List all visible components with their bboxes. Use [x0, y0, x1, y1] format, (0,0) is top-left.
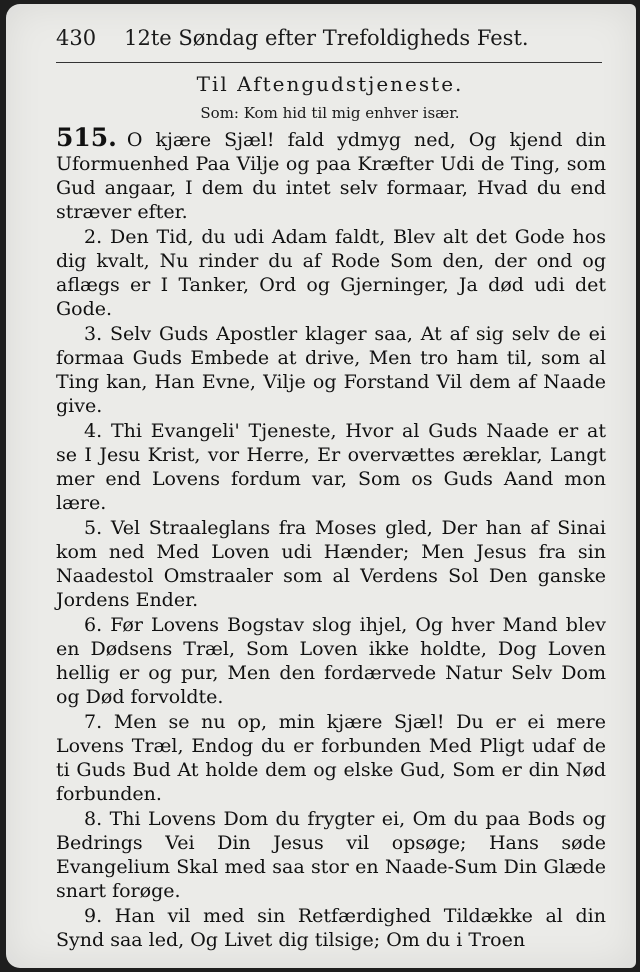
verse-number: 4.: [84, 420, 103, 442]
stanza-8: [56, 807, 606, 903]
stanza-text: Selv Guds Apostler klager saa, At af sig selv de ei formaa Guds Embede at drive, Men tro ham til, som al Ting kan, Han Evne, Vilje og Forstand Vil dem af Naade give.: [56, 323, 606, 417]
stanza-text: Thi Lovens Dom du frygter ei, Om du paa Bods og Bedrings Vei Din Jesus vil opsøge; Hans søde Evangelium Skal med saa stor en Naade-Sum Din Glæde snart forøge.: [56, 808, 606, 902]
stanza-1: [56, 123, 606, 224]
verse-number: 8.: [84, 808, 103, 830]
stanza-4: [56, 419, 606, 515]
stanza-9: [56, 904, 606, 952]
stanza-7: [56, 710, 606, 806]
stanza-text: O kjære Sjæl! fald ydmyg ned, Og kjend din Uformuenhed Paa Vilje og paa Kræfter Udi de Ting, som Gud angaar, I dem du intet selv formaar, Hvad du end stræver efter.: [56, 129, 606, 223]
book-page: [6, 4, 636, 968]
stanza-text: Thi Evangeli' Tjeneste, Hvor al Guds Naade er at se I Jesu Krist, vor Herre, Er overvættes æreklar, Langt mer end Lovens fordum var, Som os Guds Aand mon lære.: [56, 420, 606, 514]
verse-number: 5.: [84, 517, 103, 539]
stanza-6: [56, 613, 606, 709]
stanza-5: [56, 516, 606, 612]
running-title: 12te Søndag efter Trefoldigheds Fest.: [124, 26, 529, 50]
page-header: [56, 26, 604, 50]
section-heading: Til Aftengudstjeneste.: [196, 72, 464, 96]
verse-number: 2.: [84, 226, 103, 248]
verse-number: 6.: [84, 614, 103, 636]
stanza-text: Han vil med sin Retfærdighed Tildække al din Synd saa led, Og Livet dig tilsige; Om du i Troen: [56, 905, 606, 951]
verse-number: 3.: [84, 323, 103, 345]
stanza-2: [56, 225, 606, 321]
hymn-number: 515.: [56, 123, 117, 152]
stanza-3: [56, 322, 606, 418]
stanza-text: Men se nu op, min kjære Sjæl! Du er ei mere Lovens Træl, Endog du er forbunden Med Pligt udaf de ti Guds Bud At holde dem og elske Gud, Som er din Nød forbunden.: [56, 711, 606, 805]
tune-indication: Som: Kom hid til mig enhver især.: [200, 104, 460, 122]
header-rule: [56, 62, 602, 63]
hymn-text: [56, 123, 606, 953]
verse-number: 7.: [84, 711, 103, 733]
stanza-text: Den Tid, du udi Adam faldt, Blev alt det Gode hos dig kvalt, Nu rinder du af Rode Som den, der ond og aflægs er I Tanker, Ord og Gjerninger, Ja død udi det Gode.: [56, 226, 606, 320]
stanza-text: Før Lovens Bogstav slog ihjel, Og hver Mand blev en Dødsens Træl, Som Loven ikke holdte, Dog Loven hellig er og pur, Men den fordærvede Natur Selv Dom og Død forvoldte.: [56, 614, 606, 708]
page-number: 430: [56, 26, 97, 50]
verse-number: 9.: [84, 905, 103, 927]
stanza-text: Vel Straaleglans fra Moses gled, Der han af Sinai kom ned Med Loven udi Hænder; Men Jesus fra sin Naadestol Omstraaler som al Verdens Sol Den ganske Jordens Ender.: [56, 517, 606, 611]
